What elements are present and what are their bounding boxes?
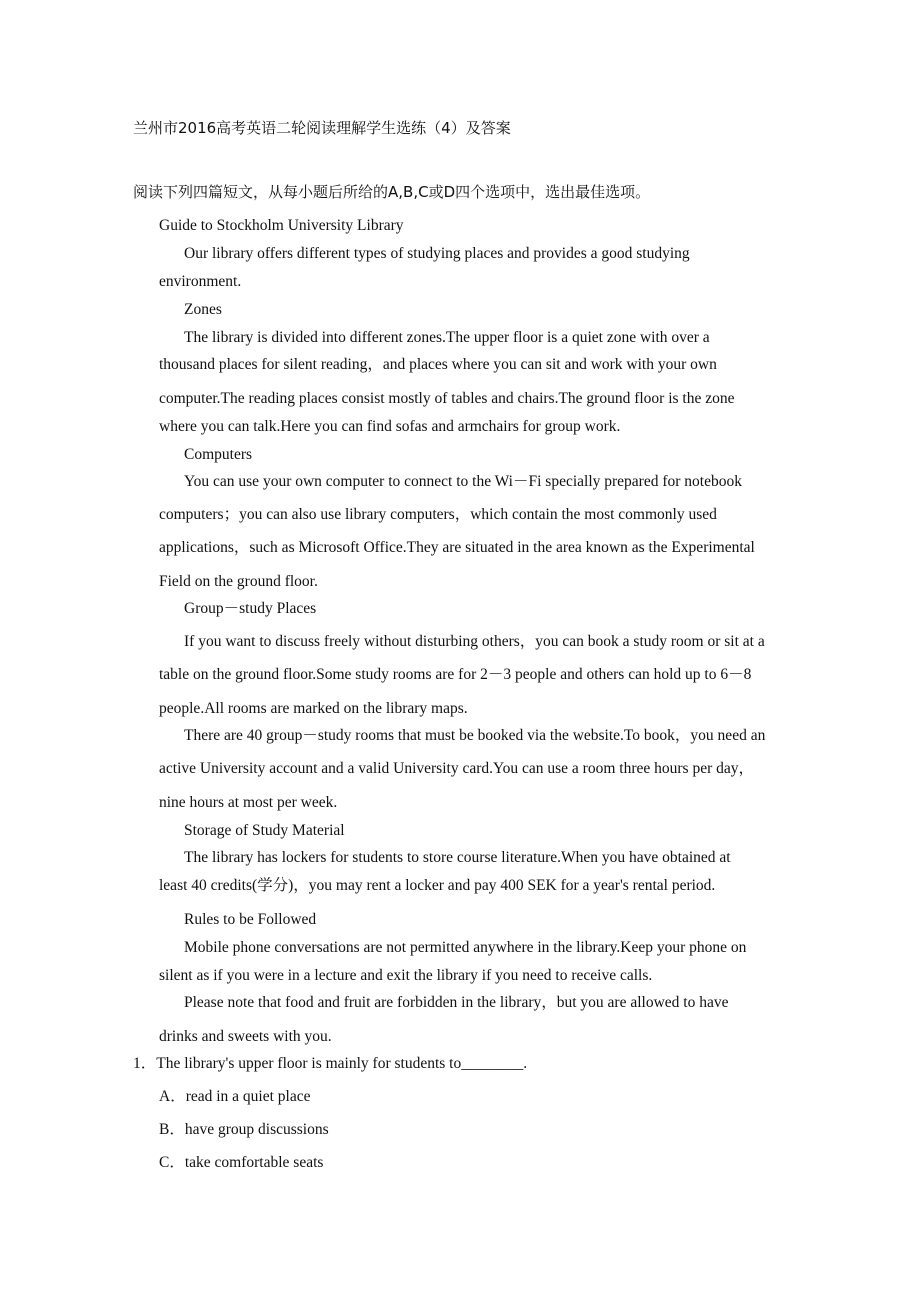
- question-stem: 1．The library's upper floor is mainly for students to________.: [133, 1055, 528, 1072]
- document-title: 兰州市2016高考英语二轮阅读理解学生选练（4）及答案: [133, 119, 511, 137]
- section-line: Field on the ground floor.: [159, 573, 318, 590]
- question-option-b: B．have group discussions: [159, 1121, 329, 1138]
- section-heading-zones: Zones: [184, 301, 222, 318]
- section-heading-group-study: Group－study Places: [184, 600, 317, 617]
- section-line: The library is divided into different zones.The upper floor is a quiet zone with over a: [184, 329, 710, 346]
- section-heading-computers: Computers: [184, 446, 253, 463]
- section-line: table on the ground floor.Some study rooms are for 2－3 people and others can hold up to 6－8: [159, 666, 752, 683]
- section-line: where you can talk.Here you can find sofas and armchairs for group work.: [159, 418, 621, 435]
- section-line: people.All rooms are marked on the library maps.: [159, 700, 468, 717]
- section-line: There are 40 group－study rooms that must be booked via the website.To book，you need an: [184, 727, 766, 744]
- section-line: You can use your own computer to connect to the Wi－Fi specially prepared for notebook: [184, 473, 742, 490]
- section-line: least 40 credits(学分)，you may rent a locker and pay 400 SEK for a year's rental period.: [159, 877, 716, 894]
- section-line: Mobile phone conversations are not permitted anywhere in the library.Keep your phone on: [184, 939, 747, 956]
- section-line: silent as if you were in a lecture and exit the library if you need to receive calls.: [159, 967, 653, 984]
- question-option-c: C．take comfortable seats: [159, 1154, 324, 1171]
- section-line: computer.The reading places consist mostly of tables and chairs.The ground floor is the zone: [159, 390, 735, 407]
- question-option-a: A．read in a quiet place: [159, 1088, 311, 1105]
- section-line: thousand places for silent reading，and places where you can sit and work with your own: [159, 356, 717, 373]
- section-heading-rules: Rules to be Followed: [184, 911, 317, 928]
- section-line: computers；you can also use library computers，which contain the most commonly used: [159, 506, 717, 523]
- passage-heading: Guide to Stockholm University Library: [159, 217, 404, 234]
- section-line: applications，such as Microsoft Office.They are situated in the area known as the Experimental: [159, 539, 755, 556]
- instruction-text: 阅读下列四篇短文，从每小题后所给的A,B,C或D四个选项中，选出最佳选项。: [133, 183, 651, 201]
- section-line: active University account and a valid University card.You can use a room three hours per day，: [159, 760, 754, 777]
- intro-line: environment.: [159, 273, 242, 290]
- section-line: nine hours at most per week.: [159, 794, 338, 811]
- intro-line: Our library offers different types of studying places and provides a good studying: [184, 245, 690, 262]
- section-line: drinks and sweets with you.: [159, 1028, 332, 1045]
- section-line: Please note that food and fruit are forbidden in the library，but you are allowed to have: [184, 994, 729, 1011]
- section-line: The library has lockers for students to store course literature.When you have obtained at: [184, 849, 731, 866]
- section-line: If you want to discuss freely without disturbing others，you can book a study room or sit at a: [184, 633, 765, 650]
- section-heading-storage: Storage of Study Material: [184, 822, 345, 839]
